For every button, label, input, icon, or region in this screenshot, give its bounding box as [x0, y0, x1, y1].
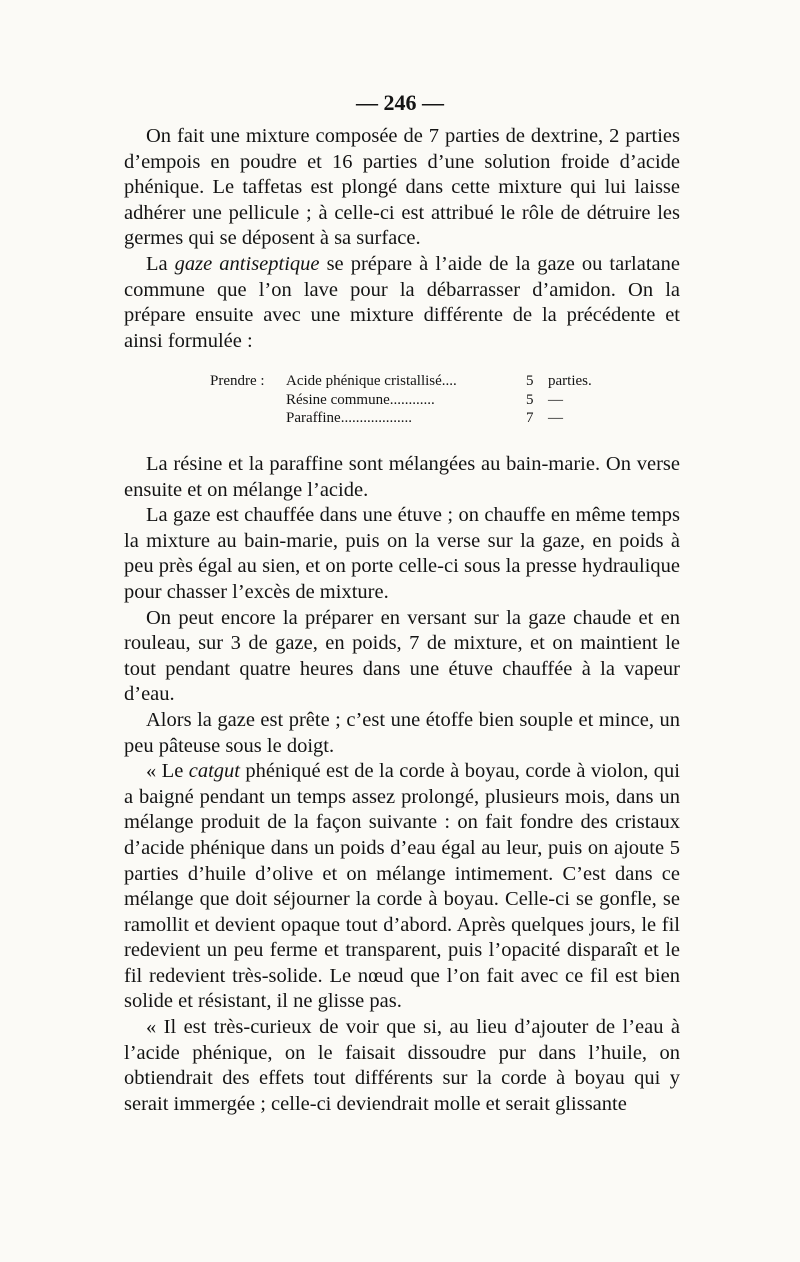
paragraph-melange: La résine et la paraffine sont mélangées au bain-marie. On verse ensuite et on mélange l’acide. [124, 453, 680, 501]
formula-qty: 7 [526, 410, 534, 426]
text-block-top [124, 124, 680, 354]
formula-unit: parties. [548, 373, 592, 389]
catgut-rest: phéniqué est de la corde à boyau, corde à violon, qui a baigné pendant un temps assez prolongé, plusieurs mois, dans un mélange produit de la façon suivante : on fait fondre des cristaux d’acide phénique dans un poids d’eau égal au leur, puis on ajoute 5 parties d’huile d’olive et on mélange intimement. C’est dans ce mélange que doit séjourner la corde à boyau. Celle-ci se gonfle, se ramollit et devient opaque tout d’abord. Après quelques jours, le fil redevient un peu ferme et transparent, puis l’opacité disparaît et le fil redevient très-solide. Le nœud que l’on fait avec ce fil est bien solide et résistant, il ne glisse pas. [124, 760, 681, 1013]
paragraph-taffetas: On fait une mixture composée de 7 parties de dextrine, 2 parties d’empois en poudre et 16 parties d’une solution froide d’acide phénique. Le taffetas est plongé dans cette mixture qui lui laisse adhérer une pellicule ; à celle-ci est attribué le rôle de détruire les germes qui se déposent à sa surface. [124, 125, 680, 250]
formula-row [210, 372, 592, 391]
paragraph-gaze-antiseptique [124, 252, 680, 354]
paragraph-huile: « Il est très-curieux de voir que si, au lieu d’ajouter de l’eau à l’acide phénique, on le faisait dissoudre pur dans l’huile, on obtiendrait des effets tout différents sur la corde à boyau qui y serait immergée ; celle-ci deviendrait molle et serait glissante [124, 1016, 680, 1115]
formula-unit: — [548, 391, 563, 408]
paragraph-etuve: La gaze est chauffée dans une étuve ; on chauffe en même temps la mixture au bain-marie, puis on la verse sur la gaze, en poids à peu près égal au sien, et on porte celle-ci sous la presse hydraulique pour chasser l’excès de mixture. [124, 504, 680, 603]
gaze-prefix: La [146, 252, 175, 275]
formula-ingredient: Acide phénique cristallisé.... [286, 373, 457, 389]
catgut-italic: catgut [188, 760, 240, 783]
formula-ingredient: Paraffine................... [286, 410, 412, 426]
formula-unit: — [548, 410, 563, 426]
paragraph-prete: Alors la gaze est prête ; c’est une étoffe bien souple et mince, un peu pâteuse sous le doigt. [124, 708, 680, 757]
gaze-rest: se prépare à l’aide de la gaze ou tarlatane commune que l’on lave pour la débarrasser d’amidon. On la prépare ensuite avec une mixture différente de la précédente et ainsi formulée : [124, 252, 680, 352]
paragraph-rouleau: On peut encore la préparer en versant sur la gaze chaude et en rouleau, sur 3 de gaze, en poids, 7 de mixture, et on maintient le tout pendant quatre heures dans une étuve chauffée à la vapeur d’eau. [124, 606, 680, 706]
formula-row [210, 409, 592, 428]
formula-lead: Prendre : [210, 373, 265, 389]
page-number: — 246 — [356, 90, 444, 115]
text-block-main [124, 452, 680, 1117]
gaze-italic: gaze antiseptique [174, 252, 320, 275]
formula-qty: 5 [526, 373, 534, 389]
paragraph-catgut [124, 759, 680, 1015]
formula-ingredient: Résine commune............ [286, 391, 435, 408]
formula-table [210, 372, 592, 428]
formula-row [210, 391, 592, 410]
formula-qty: 5 [526, 391, 534, 408]
catgut-prefix: « Le [146, 760, 189, 783]
